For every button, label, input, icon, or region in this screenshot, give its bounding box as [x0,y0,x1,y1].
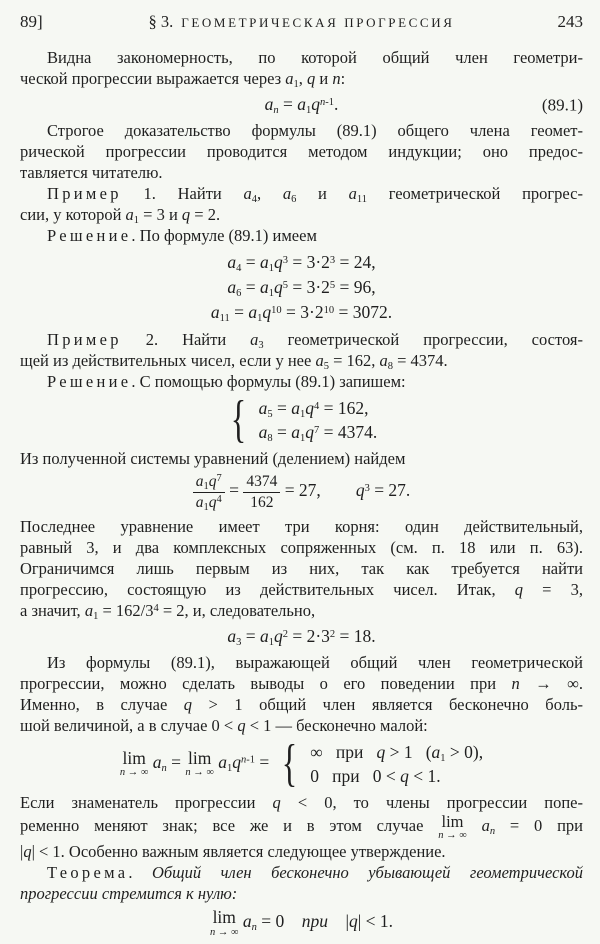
formula-division [20,473,583,512]
equation-number: (89.1) [541,95,583,114]
section-label: § 3. [148,12,174,31]
text-line: Пример 1. Найти $a_4$, $a_6$ и $a_{11}$ геометрической прогрес- [47,184,583,205]
formula-a3-result [20,625,583,648]
system-brace: { [230,390,246,448]
text-line: прогрессию, состоящую из действительных чисел. Итак, q = 3, [20,579,583,599]
math-expression: $a_n = a_1q^{n-1}$. [264,94,339,116]
page-number: 243 [557,12,583,31]
text-line: Решение. С помощью формулы (89.1) запишем: [47,372,406,391]
paragraph-roots [20,516,583,621]
formula-example1-results [20,250,583,325]
text-line: прогрессии, можно сделать выводы о его поведении при n → ∞. [20,673,583,693]
formula-general-term [20,93,583,116]
cases-lines [310,740,483,788]
section-title: ГЕОМЕТРИЧЕСКАЯ ПРОГРЕССИЯ [181,15,455,30]
math-expression: lim n → ∞ $a_n = 0$ при |q| < 1. [209,907,393,938]
math-expression: $a_8 = a_1q^7 = 4374$. [258,422,378,444]
chapter-heading [92,12,511,32]
text-line: |q| < 1. Особенно важным является следующее утверждение. [20,842,446,862]
paragraph-example1 [20,183,583,225]
text-line: тавляется читателю. [20,163,163,182]
math-expression: 0 при 0 < q < 1. [310,765,441,786]
math-expression: $a_6 = a_1q^5 = 3\cdot 2^5 = 96$, [227,277,376,299]
text-line: Теорема. Общий член бесконечно убывающей геометрической [47,863,583,883]
limit-cases-formula [20,734,583,792]
text-line: Из формулы (89.1), выражающей общий член геометрической [47,652,583,672]
text-line: сии, у которой $a_1 = 3$ и q = 2. [20,205,221,226]
theorem-limit-formula [20,908,583,938]
text-line: Строгое доказательство формулы (89.1) общего члена геомет- [47,121,583,140]
math-expression: $a_3 = a_1q^2 = 2\cdot 3^2 = 18$. [227,625,376,648]
text-line: ременно меняют знак; все же и в этом случае lim n → ∞ $a_n = 0$ при [20,811,584,841]
paragraph-solution2 [20,371,583,392]
paragraph-proof-note [20,120,583,183]
text-line: равный 3, и два комплексных сопряженных (см. п. 18 или п. 63). [20,537,583,557]
math-expression: $a_4 = a_1q^3 = 3\cdot 2^3 = 24$, [227,252,376,274]
math-expression: $\frac{a_1q^7}{a_1q^4}$ = $\frac{4374}{162}$ = 27, $q^3 = 27$. [193,480,411,500]
text-line: Последнее уравнение имеет три корня: один действительный, [20,516,583,536]
text-line: Пример 2. Найти $a_3$ геометрической прогрессии, состоя- [47,330,583,351]
paragraph-intro [20,47,583,89]
text-line: Именно, в случае q > 1 общий член является бесконечно боль- [20,694,583,714]
text-line: Ограничимся лишь первым из них, так как требуется найти [20,558,583,578]
text-line: Если знаменатель прогрессии q < 0, то члены прогрессии попе- [20,792,583,812]
text-line: щей из действительных чисел, если у нее $a_5 = 162$, $a_8 = 4374$. [20,351,448,372]
math-expression: lim n → ∞ $a_n$ = lim n → ∞ $a_1q^{n-1}$ = [119,747,270,779]
page-header [20,12,583,32]
text-line: Видна закономерность, по которой общий член геометри- [47,48,583,67]
text-line: рической прогрессии проводится методом индукции; оно предос- [20,142,583,161]
math-expression: $a_{11} = a_1q^{10} = 3\cdot 2^{10} = 3072$. [210,302,393,324]
paragraph-example2 [20,329,583,371]
paragraph-solution1 [20,225,583,246]
paragraph-negative-q [20,792,583,863]
text-line: ческой прогрессии выражается через $a_1$, q и n: [20,69,346,90]
paragraph-behavior [20,652,583,736]
system-equations [259,396,378,444]
paragraph-system-note [20,448,583,469]
math-expression: $a_5 = a_1q^4 = 162$, [258,398,369,420]
margin-section-marker: 89] [20,12,43,31]
text-line: шой величиной, а в случае 0 < q < 1 — бесконечно малой: [20,715,428,735]
equation-system [20,390,583,448]
math-expression: ∞ при q > 1 $(a_1 > 0)$, [310,741,484,764]
text-line: Из полученной системы уравнений (делением) найдем [20,449,406,468]
paragraph-theorem [20,862,583,904]
text-line: Решение. По формуле (89.1) имеем [47,226,317,245]
cases-brace: { [282,734,298,792]
text-line: прогрессии стремится к нулю: [20,884,238,904]
text-line: а значит, $a_1 = 162/3^4 = 2$, и, следовательно, [20,600,316,622]
